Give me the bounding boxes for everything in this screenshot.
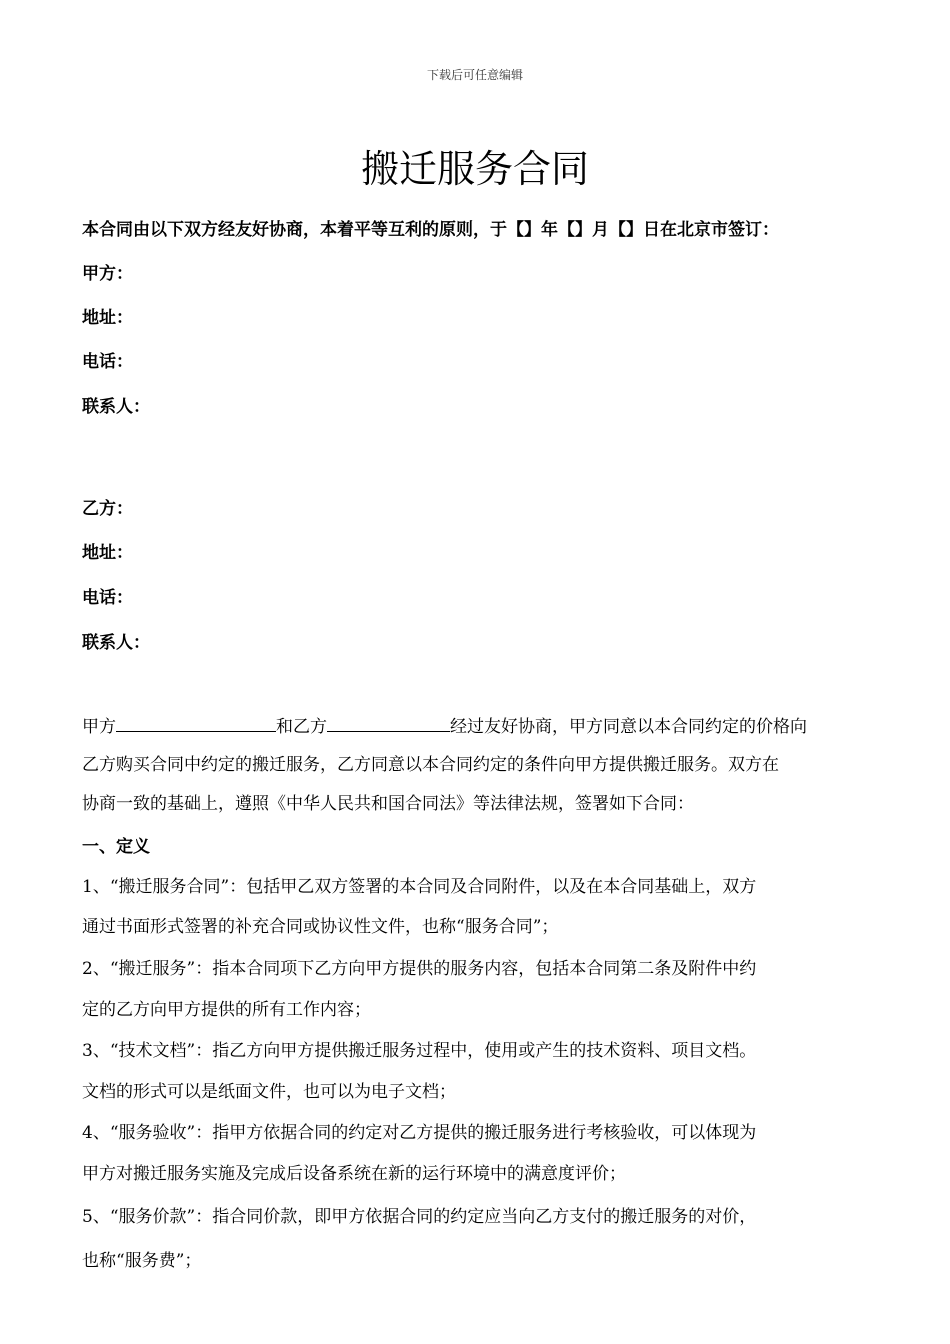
party-b-label: 乙方： <box>82 499 133 519</box>
definition-line: 文档的形式可以是纸面文件，也可以为电子文档； <box>82 1082 456 1102</box>
section-1-heading: 一、定义 <box>82 837 150 857</box>
party-a-label: 甲方： <box>82 264 133 284</box>
definition-line: 1、“搬迁服务合同”：包括甲乙双方签署的本合同及合同附件，以及在本合同基础上，双方 <box>82 877 757 897</box>
document-title: 搬迁服务合同 <box>360 147 589 191</box>
intro-statement: 本合同由以下双方经友好协商，本着平等互利的原则，于【】年【】月【】日在北京市签订： <box>82 220 779 240</box>
definition-line: 定的乙方向甲方提供的所有工作内容； <box>82 1000 371 1020</box>
party-a-blank-line <box>116 714 276 732</box>
definition-line: 4、“服务验收”：指甲方依据合同的约定对乙方提供的搬迁服务进行考核验收，可以体现为 <box>82 1123 757 1143</box>
preamble-rest: 经过友好协商，甲方同意以本合同约定的价格向 <box>450 717 807 737</box>
preamble-line-1 <box>82 712 872 737</box>
party-a-contact-label: 联系人： <box>82 397 150 417</box>
preamble-party-a: 甲方 <box>82 717 116 737</box>
definition-line: 2、“搬迁服务”：指本合同项下乙方向甲方提供的服务内容，包括本合同第二条及附件中约 <box>82 959 757 979</box>
party-b-blank-line <box>327 714 450 732</box>
definition-line: 通过书面形式签署的补充合同或协议性文件，也称“服务合同”； <box>82 917 559 937</box>
party-a-address-label: 地址： <box>82 308 133 328</box>
preamble-line-3: 协商一致的基础上，遵照《中华人民共和国合同法》等法律法规，签署如下合同： <box>82 794 694 814</box>
definition-line: 3、“技术文档”：指乙方向甲方提供搬迁服务过程中，使用或产生的技术资料、项目文档。 <box>82 1041 757 1061</box>
definition-line: 也称“服务费”； <box>82 1251 202 1271</box>
party-b-address-label: 地址： <box>82 543 133 563</box>
definition-line: 甲方对搬迁服务实施及完成后设备系统在新的运行环境中的满意度评价； <box>82 1164 626 1184</box>
preamble-party-b: 和乙方 <box>276 717 327 737</box>
definition-line: 5、“服务价款”：指合同价款，即甲方依据合同的约定应当向乙方支付的搬迁服务的对价， <box>82 1207 757 1227</box>
party-a-phone-label: 电话： <box>82 352 133 372</box>
preamble-line-2: 乙方购买合同中约定的搬迁服务，乙方同意以本合同约定的条件向甲方提供搬迁服务。双方在 <box>82 755 779 775</box>
party-b-contact-label: 联系人： <box>82 633 150 653</box>
header-note: 下载后可任意编辑 <box>426 68 523 82</box>
party-b-phone-label: 电话： <box>82 588 133 608</box>
